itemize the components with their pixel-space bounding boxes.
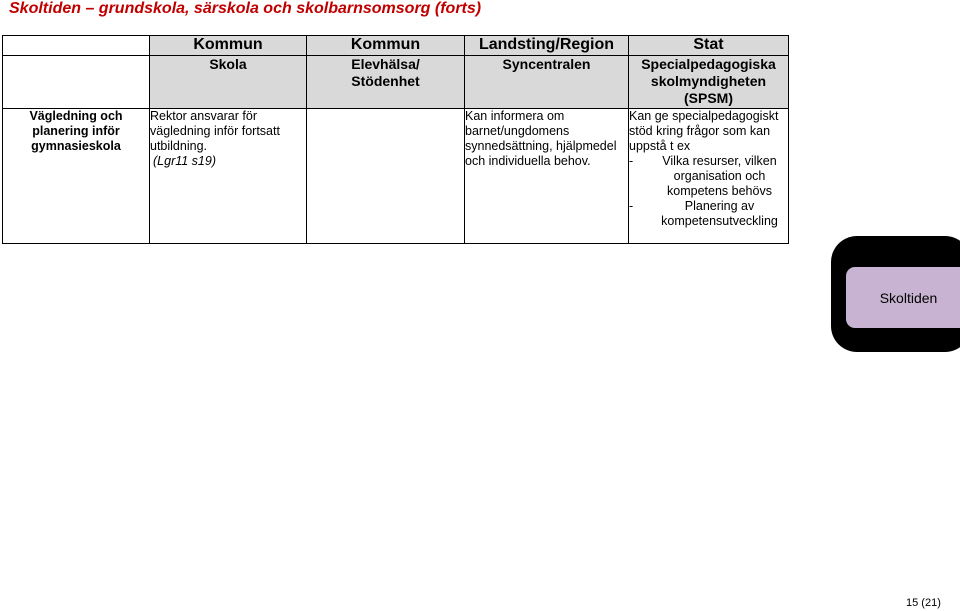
list-item bbox=[629, 199, 788, 229]
responsibility-table bbox=[2, 35, 789, 244]
unit-header-skola: Skola bbox=[150, 56, 307, 109]
unit-header-row bbox=[3, 56, 789, 109]
org-header-kommun-skola: Kommun bbox=[150, 36, 307, 56]
page-title: Skoltiden – grundskola, särskola och skolbarnsomsorg (forts) bbox=[9, 0, 482, 17]
org-header-row bbox=[3, 36, 789, 56]
table-row bbox=[3, 109, 789, 244]
skola-text: Rektor ansvarar för vägledning inför fortsatt utbildning. bbox=[150, 109, 280, 153]
unit-header-syncentralen: Syncentralen bbox=[465, 56, 629, 109]
section-tab-label: Skoltiden bbox=[879, 289, 938, 306]
row-label: Vägledning och planering inför gymnasieskola bbox=[3, 109, 150, 244]
org-header-kommun-elevhalsa: Kommun bbox=[307, 36, 465, 56]
syncentralen-cell: Kan informera om barnet/ungdomens synnedsättning, hjälpmedel och individuella behov. bbox=[465, 109, 629, 244]
unit-header-elevhalsa: Elevhälsa/ Stödenhet bbox=[307, 56, 465, 109]
org-header-landsting: Landsting/Region bbox=[465, 36, 629, 56]
spsm-intro: Kan ge specialpedagogiskt stöd kring frågor som kan uppstå t ex bbox=[629, 109, 779, 153]
list-dash: - bbox=[629, 199, 634, 213]
list-item bbox=[629, 154, 788, 199]
corner-cell bbox=[3, 36, 150, 56]
spsm-cell bbox=[629, 109, 789, 244]
unit-header-spsm: Specialpedagogiska skolmyndigheten (SPSM) bbox=[629, 56, 789, 109]
skola-cell bbox=[150, 109, 307, 244]
list-item-text: Vilka resurser, vilken organisation och kompetens behövs bbox=[662, 154, 777, 198]
org-header-stat: Stat bbox=[629, 36, 789, 56]
elevhalsa-cell bbox=[307, 109, 465, 244]
section-tab-skoltiden[interactable] bbox=[846, 267, 960, 328]
list-item-text: Planering av kompetensutveckling bbox=[661, 199, 778, 228]
page-number: 15 (21) bbox=[906, 597, 941, 609]
corner-cell-2 bbox=[3, 56, 150, 109]
skola-reference: (Lgr11 s19) bbox=[153, 154, 216, 168]
list-dash: - bbox=[629, 154, 634, 168]
